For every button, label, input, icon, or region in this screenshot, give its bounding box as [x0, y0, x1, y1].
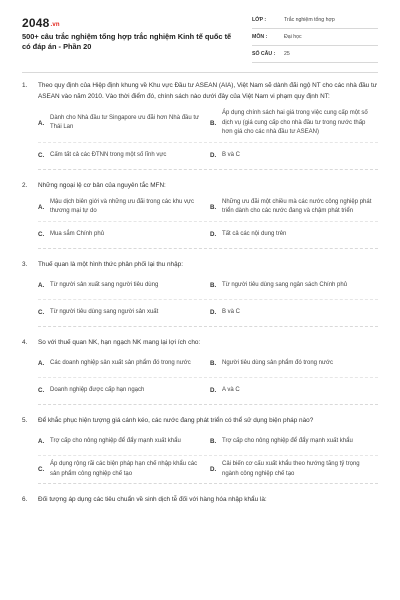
option-text: A và C [222, 387, 240, 394]
option-letter: D. [210, 387, 217, 395]
answer-options [38, 429, 378, 484]
option-letter: B. [210, 360, 217, 368]
option-text: Những ưu đãi một chiều mà các nước công nghiệp phát triển dành cho các nước đang và chậm phát triển [222, 198, 372, 215]
option-letter: A. [38, 119, 45, 127]
option-text: Từ người sản xuất sang người tiêu dùng [50, 282, 159, 289]
answer-option-c[interactable] [38, 143, 206, 169]
answer-option-a[interactable] [38, 194, 206, 221]
meta-table [252, 12, 378, 63]
answer-option-a[interactable] [38, 273, 206, 299]
option-text: Áp dụng chính sách hai giá trong việc cung cấp một số dịch vụ (giá cung cấp cho nhà đầu tư trong nước thấp hơn giá cho các nhà đầu tư ASEAN) [222, 110, 368, 136]
answer-option-d[interactable] [210, 143, 378, 169]
option-text: Trợ cấp cho nông nghiệp để đẩy mạnh xuất khẩu [50, 438, 181, 445]
option-letter: C. [38, 231, 45, 239]
option-letter: D. [210, 466, 217, 474]
option-letter: A. [38, 360, 45, 368]
option-text: Mua sắm Chính phủ [50, 231, 105, 238]
question-text: Những ngoại lệ cơ bản của nguyên tắc MFN: [38, 181, 166, 189]
option-letter: C. [38, 152, 45, 160]
meta-label: LỚP : [252, 17, 267, 23]
answer-option-a[interactable] [38, 429, 206, 455]
answer-option-c[interactable] [38, 456, 206, 483]
answer-option-d[interactable] [210, 222, 378, 248]
option-text: Dành cho Nhà đầu tư Singapore ưu đãi hơn Nhà đầu tư Thái Lan [50, 114, 200, 131]
option-letter: A. [38, 282, 45, 290]
meta-row-subject [252, 29, 378, 46]
option-letter: B. [210, 119, 217, 127]
option-text: Người tiêu dùng sản phẩm đó trong nước [222, 360, 333, 367]
option-text: Từ người tiêu dùng sang ngân sách Chính phủ [222, 282, 348, 289]
option-text: Các doanh nghiệp sản xuất sản phẩm đó trong nước [50, 360, 191, 367]
question-text: Đối tượng áp dụng các tiêu chuẩn về sinh dịch tễ đối với hàng hóa nhập khẩu là: [38, 496, 267, 504]
option-letter: B. [210, 438, 217, 446]
question-3 [22, 259, 378, 327]
meta-value: 25 [284, 51, 290, 57]
option-letter: C. [38, 309, 45, 317]
question-text: So với thuế quan NK, hạn ngạch NK mang lại lợi ích cho: [38, 338, 201, 346]
answer-option-d[interactable] [210, 300, 378, 326]
answer-option-d[interactable] [210, 456, 378, 483]
answer-option-b[interactable] [210, 273, 378, 299]
question-5 [22, 415, 378, 484]
answer-options [38, 194, 378, 249]
question-number: 4. [22, 338, 28, 346]
answer-option-c[interactable] [38, 222, 206, 248]
answer-options [38, 273, 378, 327]
document-title: 500+ câu trắc nghiệm tổng hợp trắc nghiệm Kinh tế quốc tế có đáp án - Phần 20 [22, 32, 232, 51]
question-number: 1. [22, 82, 28, 89]
question-text: Để khắc phục hiện tượng giá cánh kéo, các nước đang phát triển có thể sử dụng biện pháp nào? [38, 416, 314, 424]
answer-option-b[interactable] [210, 429, 378, 455]
answer-options [38, 105, 378, 170]
option-letter: A. [38, 438, 45, 446]
option-letter: C. [38, 387, 45, 395]
option-text: Trợ cấp cho nông nghiệp để đẩy mạnh xuất khẩu [222, 438, 353, 445]
question-number: 5. [22, 416, 28, 424]
option-text: Mậu dịch biên giới và những ưu đãi trong các khu vực thương mại tự do [50, 198, 195, 215]
header-divider [22, 72, 378, 73]
meta-row-class [252, 12, 378, 29]
answer-option-b[interactable] [210, 194, 378, 221]
option-text: Áp dụng rộng rãi các biện pháp hạn chế nhập khẩu các sản phẩm công nghiệp chế tạo [50, 460, 198, 477]
option-letter: D. [210, 309, 217, 317]
meta-value: Trắc nghiệm tổng hợp [284, 17, 335, 23]
option-letter: C. [38, 466, 45, 474]
question-number: 2. [22, 181, 28, 189]
option-text: Tất cả các nội dung trên [222, 231, 287, 238]
question-number: 6. [22, 496, 28, 504]
option-text: B và C [222, 151, 241, 158]
answer-option-c[interactable] [38, 378, 206, 404]
answer-option-c[interactable] [38, 300, 206, 326]
question-1 [22, 80, 378, 170]
option-text: Từ người tiêu dùng sang người sản xuất [50, 309, 159, 316]
question-text: Thuế quan là một hình thức phân phối lại thu nhập: [38, 260, 183, 268]
option-letter: B. [210, 282, 217, 290]
site-logo[interactable] [22, 16, 60, 30]
answer-option-a[interactable] [38, 105, 206, 142]
answer-options [38, 351, 378, 405]
option-text: Cải biến cơ cấu xuất khẩu theo hướng tăng tỷ trọng ngành công nghiệp chế tạo [222, 460, 360, 477]
option-text: B và C [222, 309, 241, 316]
question-2 [22, 180, 378, 249]
answer-option-b[interactable] [210, 105, 378, 142]
meta-row-count [252, 46, 378, 63]
meta-label: MÔN : [252, 34, 268, 40]
question-4 [22, 337, 378, 405]
option-letter: A. [38, 203, 45, 211]
header [0, 0, 400, 70]
option-letter: B. [210, 203, 217, 211]
question-6 [22, 494, 378, 505]
option-text: Cấm tất cả các ĐTNN trong một số lĩnh vực [50, 151, 167, 158]
answer-option-d[interactable] [210, 378, 378, 404]
logo-text: 2048 [22, 16, 50, 30]
logo-suffix: .vn [50, 22, 60, 28]
option-text: Doanh nghiệp được cấp hạn ngạch [50, 387, 145, 394]
question-number: 3. [22, 260, 28, 268]
meta-label: SỐ CÂU : [252, 51, 276, 57]
answer-option-b[interactable] [210, 351, 378, 377]
question-list [22, 80, 378, 508]
question-text: Theo quy định của Hiệp định khung về Khu vực Đầu tư ASEAN (AIA), Việt Nam sẽ dành đãi ngộ NT cho các nhà đầu tư ASEAN vào năm 2010. Vào thời điểm đó, chính sách nào dưới đây của Việt Nam vi phạm quy định NT: [38, 82, 378, 100]
meta-value: Đại học [284, 34, 302, 40]
option-letter: D. [210, 231, 217, 239]
option-letter: D. [210, 152, 217, 160]
answer-option-a[interactable] [38, 351, 206, 377]
